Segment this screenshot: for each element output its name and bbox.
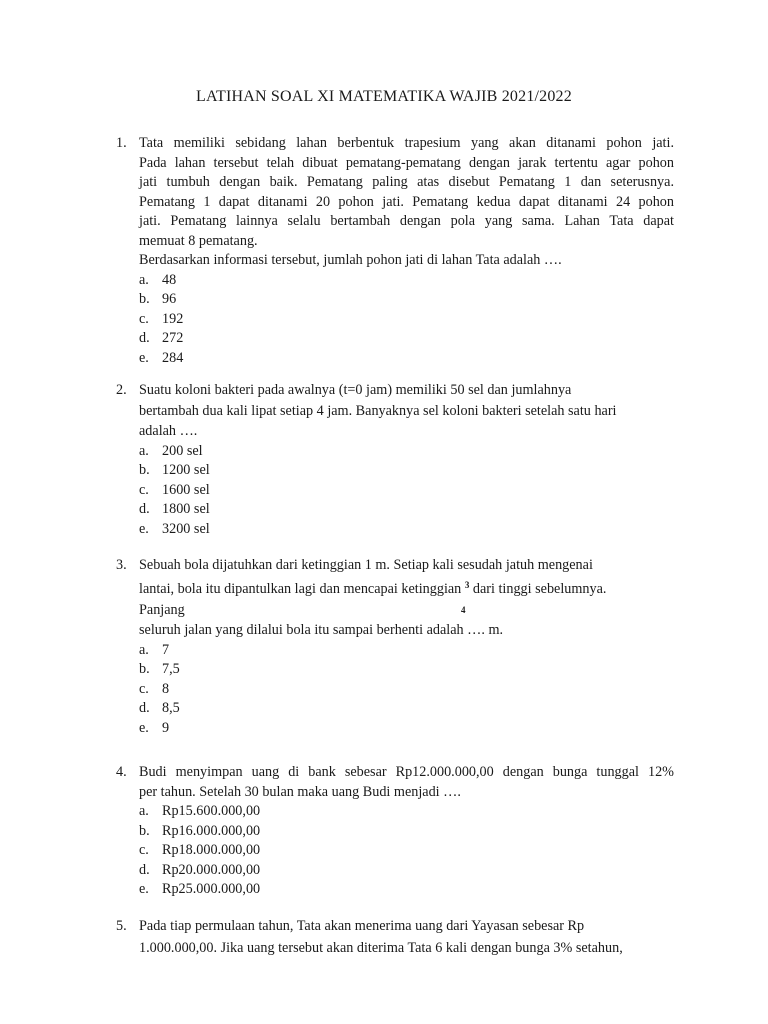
option-value: 48 <box>162 271 177 288</box>
question-paragraph <box>139 763 674 802</box>
question-text: lantai, bola itu dipantulkan lagi dan mencapai ketinggian <box>139 581 462 597</box>
answer-option[interactable] <box>139 719 674 739</box>
answer-option[interactable] <box>139 349 674 369</box>
answer-option[interactable] <box>139 520 674 540</box>
question-prompt: Berdasarkan informasi tersebut, jumlah pohon jati di lahan Tata adalah …. <box>139 252 562 268</box>
option-label: d. <box>139 501 150 517</box>
option-label: d. <box>139 861 150 878</box>
question-paragraph <box>139 134 674 251</box>
paragraph-line: Pada lahan tersebut telah dibuat pematang-pematang dengan jarak tertentu agar pohon <box>139 154 674 171</box>
fraction-numerator: 3 <box>464 580 470 590</box>
question-number: 4. <box>116 764 127 780</box>
option-label: e. <box>139 881 149 897</box>
question-line: seluruh jalan yang dilalui bola itu sampai berhenti adalah …. m. <box>139 622 504 638</box>
question-number: 5. <box>116 918 127 934</box>
option-value: Rp16.000.000,00 <box>162 822 261 839</box>
question-line <box>139 580 674 601</box>
paragraph-line: per tahun. Setelah 30 bulan maka uang Budi menjadi …. <box>139 783 461 800</box>
answer-option[interactable] <box>139 641 674 661</box>
question-line: Pada tiap permulaan tahun, Tata akan menerima uang dari Yayasan sebesar Rp <box>139 918 585 934</box>
option-value: 9 <box>162 719 170 736</box>
paragraph-line: Tata memiliki sebidang lahan berbentuk trapesium yang akan ditanami pohon jati. <box>139 135 674 151</box>
option-label: c. <box>139 310 149 327</box>
paragraph-line: Pematang 1 dapat ditanami 20 pohon jati. Pematang kedua dapat ditanami 24 pohon <box>139 193 674 210</box>
question-line: Suatu koloni bakteri pada awalnya (t=0 jam) memiliki 50 sel dan jumlahnya <box>139 382 572 398</box>
answer-option[interactable] <box>139 481 674 501</box>
option-value: 284 <box>162 349 184 366</box>
question-number: 3. <box>116 557 127 573</box>
option-label: c. <box>139 680 149 697</box>
option-value: 7,5 <box>162 661 180 677</box>
paragraph-line: jati tumbuh dengan baik. Pematang paling atas disebut Pematang 1 dan seterusnya. <box>139 174 674 190</box>
option-label: b. <box>139 462 150 478</box>
option-label: b. <box>139 661 150 677</box>
option-label: b. <box>139 822 150 839</box>
question-text: dari tinggi sebelumnya. <box>472 581 607 597</box>
answer-options <box>139 442 674 540</box>
answer-option[interactable] <box>139 802 674 822</box>
option-label: b. <box>139 291 150 307</box>
option-value: 8,5 <box>162 700 180 716</box>
question-body <box>139 917 674 959</box>
question-body <box>139 556 674 738</box>
answer-option[interactable] <box>139 310 674 330</box>
answer-option[interactable] <box>139 880 674 900</box>
option-value: Rp18.000.000,00 <box>162 842 261 858</box>
question-line: 1.000.000,00. Jika uang tersebut akan diterima Tata 6 kali dengan bunga 3% setahun, <box>139 940 623 956</box>
answer-option[interactable] <box>139 699 674 719</box>
question-body <box>139 134 674 368</box>
answer-options <box>139 271 674 369</box>
option-value: 1800 sel <box>162 501 210 517</box>
paragraph-line: jati. Pematang lainnya selalu bertambah dengan pola yang sama. Lahan Tata dapat <box>139 213 674 229</box>
answer-option[interactable] <box>139 660 674 680</box>
question-number: 1. <box>116 135 127 151</box>
question-text: Panjang <box>139 602 185 618</box>
answer-option[interactable] <box>139 822 674 842</box>
fraction-denominator: 4 <box>461 605 466 615</box>
answer-option[interactable] <box>139 500 674 520</box>
option-value: 3200 sel <box>162 520 210 537</box>
option-value: 1600 sel <box>162 481 210 498</box>
option-value: 96 <box>162 291 177 307</box>
option-label: a. <box>139 641 149 658</box>
question-body <box>139 763 674 900</box>
option-value: Rp25.000.000,00 <box>162 881 261 897</box>
answer-options <box>139 641 674 739</box>
question-line: adalah …. <box>139 423 198 439</box>
option-label: a. <box>139 271 149 288</box>
answer-option[interactable] <box>139 680 674 700</box>
question-line: Sebuah bola dijatuhkan dari ketinggian 1 m. Setiap kali sesudah jatuh mengenai <box>139 557 593 573</box>
answer-options <box>139 802 674 900</box>
answer-option[interactable] <box>139 329 674 349</box>
option-value: 272 <box>162 330 184 346</box>
question-number: 2. <box>116 382 127 398</box>
document-title: LATIHAN SOAL XI MATEMATIKA WAJIB 2021/2022 <box>196 88 572 105</box>
option-label: e. <box>139 719 149 736</box>
option-label: c. <box>139 481 149 498</box>
paragraph-line: memuat 8 pematang. <box>139 232 258 249</box>
option-label: e. <box>139 520 149 537</box>
option-value: 7 <box>162 641 170 658</box>
option-label: a. <box>139 803 149 819</box>
paragraph-line: Budi menyimpan uang di bank sebesar Rp12.000.000,00 dengan bunga tunggal 12% <box>139 764 674 780</box>
option-value: 8 <box>162 680 170 697</box>
option-label: d. <box>139 330 150 346</box>
answer-option[interactable] <box>139 861 674 881</box>
answer-option[interactable] <box>139 290 674 310</box>
option-label: a. <box>139 442 149 459</box>
answer-option[interactable] <box>139 271 674 291</box>
option-label: c. <box>139 842 149 858</box>
option-value: Rp20.000.000,00 <box>162 861 261 878</box>
answer-option[interactable] <box>139 841 674 861</box>
answer-option[interactable] <box>139 442 674 462</box>
question-line <box>139 601 674 621</box>
question-line: bertambah dua kali lipat setiap 4 jam. Banyaknya sel koloni bakteri setelah satu hari <box>139 402 617 419</box>
question-body <box>139 381 674 539</box>
answer-option[interactable] <box>139 461 674 481</box>
option-label: d. <box>139 700 150 716</box>
option-value: 1200 sel <box>162 462 210 478</box>
option-value: 200 sel <box>162 442 203 459</box>
option-value: 192 <box>162 310 184 327</box>
option-value: Rp15.600.000,00 <box>162 803 261 819</box>
option-label: e. <box>139 349 149 366</box>
